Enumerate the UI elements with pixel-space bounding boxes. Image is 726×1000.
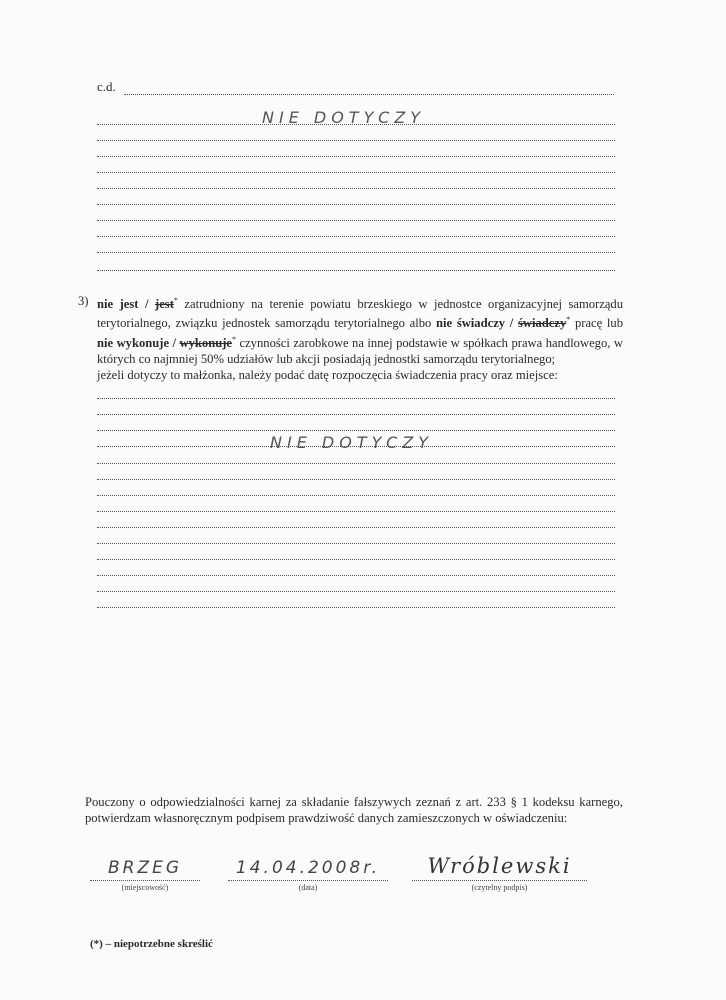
dotted-line	[97, 270, 615, 271]
dotted-line	[97, 220, 615, 221]
dotted-line	[97, 140, 615, 141]
place-line	[90, 858, 200, 881]
dotted-line	[97, 463, 615, 464]
dotted-line	[97, 398, 615, 399]
section-3-text	[78, 293, 623, 384]
dotted-line	[97, 495, 615, 496]
dotted-line	[97, 188, 615, 189]
cd-label: c.d.	[97, 79, 116, 94]
footnote-star: *	[173, 296, 178, 305]
handwritten-note: NIE DOTYCZY	[270, 433, 433, 452]
option-separator: /	[138, 297, 156, 312]
footnote-star: *	[566, 315, 571, 325]
handwritten-signature: Wróblewski	[427, 854, 572, 878]
option-kept: nie świadczy	[436, 316, 506, 331]
dotted-line	[97, 252, 615, 253]
dotted-line	[97, 559, 615, 560]
signature-line	[412, 854, 587, 881]
handwritten-note: NIE DOTYCZY	[262, 108, 425, 127]
dotted-line	[97, 543, 615, 544]
dotted-line	[97, 591, 615, 592]
place-caption: (miejscowość)	[121, 883, 169, 892]
footnote-star: *	[232, 334, 237, 344]
dotted-line	[97, 575, 615, 576]
dotted-line	[97, 607, 615, 608]
option-kept: nie wykonuje	[97, 335, 170, 350]
option-struck: świadczy	[517, 316, 567, 331]
dotted-line	[97, 204, 615, 205]
clause-text: czynności zarobkowe na innej podstawie w spółkach prawa handlowego, w których co najmniej 50% udziałów lub akcji posiadają jednostki samorządu terytorialnego;	[97, 335, 623, 367]
clause-instruction: jeżeli dotyczy to małżonka, należy podać datę rozpoczęcia świadczenia pracy oraz miejsce:	[97, 368, 558, 383]
place-value: BRZEG	[107, 858, 183, 878]
section-number: 3)	[78, 294, 89, 308]
dotted-line	[97, 511, 615, 512]
dotted-line	[124, 94, 614, 95]
date-field	[228, 858, 388, 892]
dotted-line	[97, 172, 615, 173]
dotted-line	[97, 156, 615, 157]
date-value: 14.04.2008r.	[235, 858, 381, 878]
signature-caption: (czytelny podpis)	[471, 883, 528, 892]
option-struck: jest	[155, 297, 174, 312]
dotted-line	[97, 430, 615, 431]
date-caption: (data)	[298, 883, 318, 892]
dotted-line	[97, 236, 615, 237]
option-kept: nie jest	[97, 297, 139, 312]
option-struck: wykonuje	[179, 335, 233, 350]
footnote: (*) – niepotrzebne skreślić	[90, 938, 213, 950]
dotted-line	[97, 527, 615, 528]
clause-text: zatrudniony na terenie powiatu brzeskiego w jednostce organizacyjnej samorządu terytorialnego, związku jednostek samorządu terytorialnego albo	[97, 297, 624, 331]
signature-field	[412, 854, 587, 892]
place-field	[90, 858, 200, 892]
liability-statement: Pouczony o odpowiedzialności karnej za składanie fałszywych zeznań z art. 233 § 1 kodeksu karnego, potwierdzam własnoręcznym podpisem prawdziwość danych zamieszczonych w oświadczeniu:	[85, 795, 623, 826]
option-separator: /	[505, 316, 518, 331]
option-separator: /	[169, 335, 180, 350]
dotted-line	[97, 479, 615, 480]
date-line	[228, 858, 388, 881]
dotted-line	[97, 414, 615, 415]
clause-text: pracę lub	[570, 316, 624, 331]
